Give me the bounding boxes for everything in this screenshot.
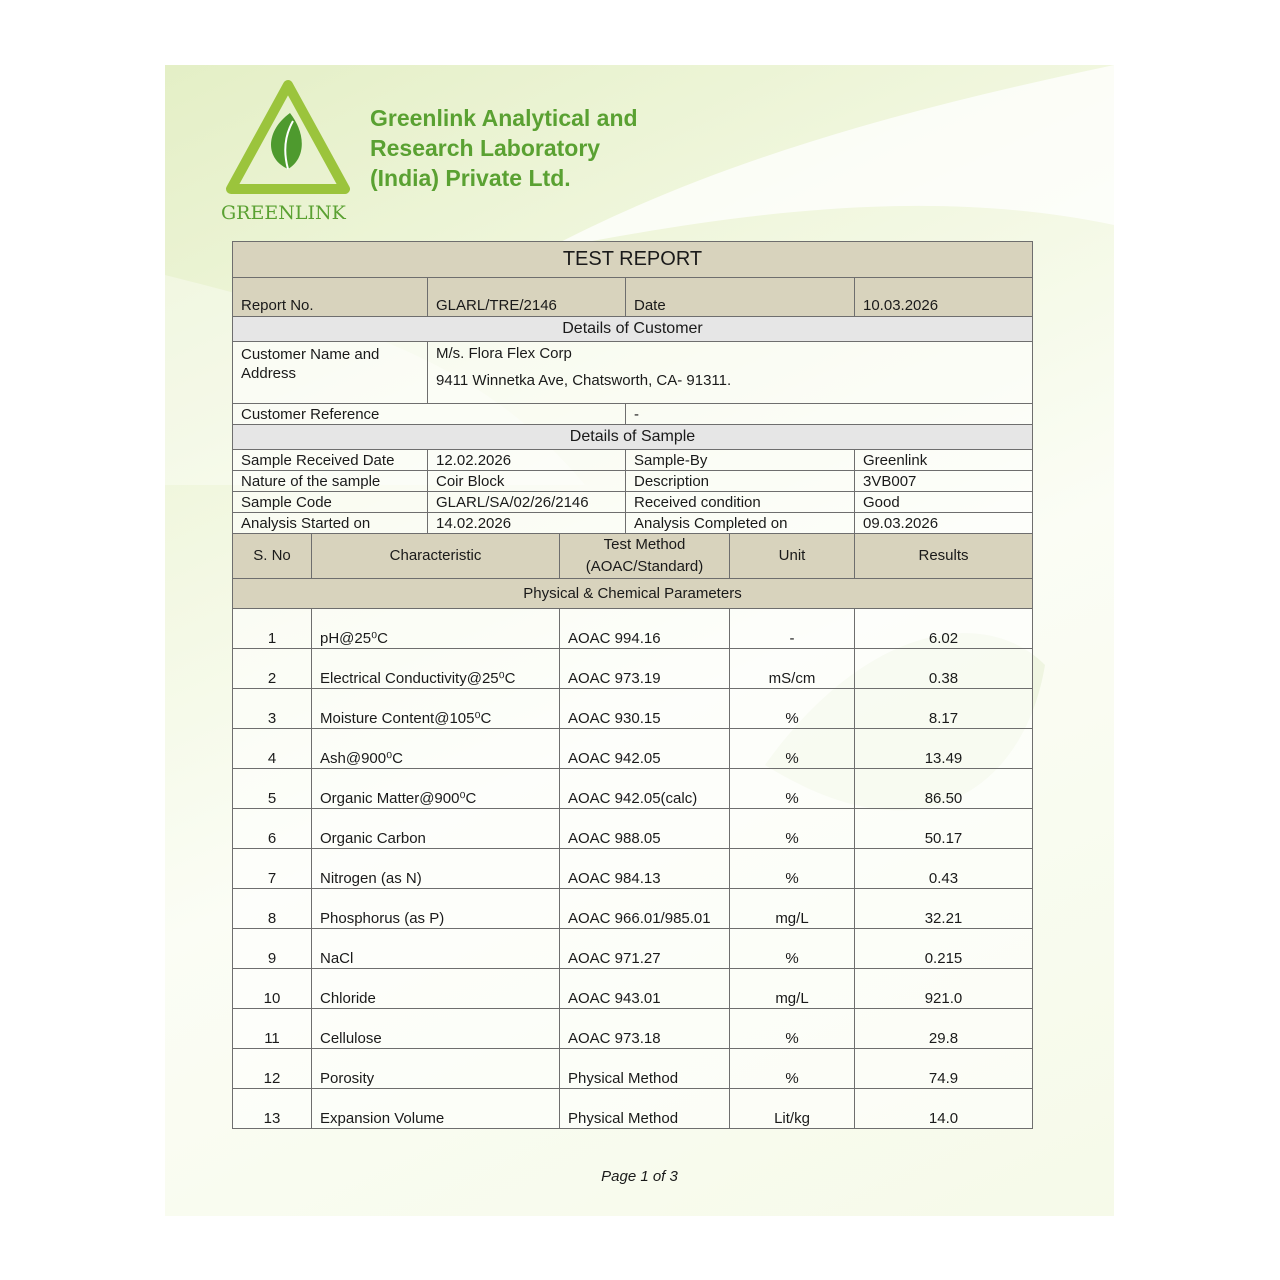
table-row — [233, 609, 1033, 649]
row-result: 32.21 — [855, 889, 1033, 929]
row-result: 6.02 — [855, 609, 1033, 649]
sample-label: Received condition — [626, 492, 855, 513]
sample-label: Sample Code — [233, 492, 428, 513]
company-line-3: (India) Private Ltd. — [370, 165, 571, 191]
row-unit: - — [730, 609, 855, 649]
row-characteristic: NaCl — [312, 929, 560, 969]
row-result: 8.17 — [855, 689, 1033, 729]
customer-section-title: Details of Customer — [233, 317, 1033, 342]
row-characteristic: Organic Carbon — [312, 809, 560, 849]
sample-row — [233, 492, 1033, 513]
row-unit: mg/L — [730, 889, 855, 929]
row-method: Physical Method — [560, 1049, 730, 1089]
results-header-row — [233, 534, 1033, 579]
row-method: AOAC 943.01 — [560, 969, 730, 1009]
row-method: AOAC 966.01/985.01 — [560, 889, 730, 929]
row-sno: 3 — [233, 689, 312, 729]
table-row — [233, 769, 1033, 809]
row-unit: mg/L — [730, 969, 855, 1009]
sample-row — [233, 471, 1033, 492]
col-results-header: Results — [855, 534, 1033, 579]
row-unit: mS/cm — [730, 649, 855, 689]
row-sno: 11 — [233, 1009, 312, 1049]
sample-label: Sample-By — [626, 450, 855, 471]
logo-wordmark: GREENLINK — [221, 202, 346, 224]
sample-value: Good — [855, 492, 1033, 513]
row-characteristic: pH@25⁰C — [312, 609, 560, 649]
row-characteristic: Porosity — [312, 1049, 560, 1089]
customer-name: M/s. Flora Flex Corp — [436, 345, 572, 362]
row-method: AOAC 971.27 — [560, 929, 730, 969]
customer-reference-value: - — [626, 404, 1033, 425]
row-sno: 10 — [233, 969, 312, 1009]
row-characteristic: Electrical Conductivity@25⁰C — [312, 649, 560, 689]
date-label: Date — [626, 278, 855, 317]
row-unit: % — [730, 1049, 855, 1089]
test-report-table — [232, 241, 1033, 1129]
row-method: AOAC 930.15 — [560, 689, 730, 729]
sample-label: Description — [626, 471, 855, 492]
row-result: 921.0 — [855, 969, 1033, 1009]
table-row — [233, 849, 1033, 889]
row-unit: % — [730, 729, 855, 769]
sample-value: 12.02.2026 — [428, 450, 626, 471]
table-row — [233, 929, 1033, 969]
sample-row — [233, 450, 1033, 471]
row-sno: 9 — [233, 929, 312, 969]
col-method-header — [560, 534, 730, 579]
sample-value: 14.02.2026 — [428, 513, 626, 534]
row-sno: 13 — [233, 1089, 312, 1129]
row-sno: 6 — [233, 809, 312, 849]
row-characteristic: Expansion Volume — [312, 1089, 560, 1129]
col-unit-header: Unit — [730, 534, 855, 579]
sample-row — [233, 513, 1033, 534]
customer-reference-label: Customer Reference — [233, 404, 626, 425]
date-value: 10.03.2026 — [855, 278, 1033, 317]
row-result: 14.0 — [855, 1089, 1033, 1129]
customer-name-address — [428, 342, 1033, 404]
report-title: TEST REPORT — [233, 242, 1033, 278]
row-result: 0.215 — [855, 929, 1033, 969]
row-result: 86.50 — [855, 769, 1033, 809]
row-result: 0.38 — [855, 649, 1033, 689]
greenlink-logo — [217, 79, 359, 239]
report-page — [165, 65, 1114, 1216]
table-row — [233, 1089, 1033, 1129]
row-unit: % — [730, 809, 855, 849]
table-row — [233, 689, 1033, 729]
row-characteristic: Chloride — [312, 969, 560, 1009]
table-row — [233, 889, 1033, 929]
row-unit: % — [730, 1009, 855, 1049]
table-row — [233, 1049, 1033, 1089]
page-number: Page 1 of 3 — [601, 1168, 678, 1185]
row-sno: 4 — [233, 729, 312, 769]
company-line-1: Greenlink Analytical and — [370, 105, 638, 131]
row-characteristic: Ash@900⁰C — [312, 729, 560, 769]
customer-address: 9411 Winnetka Ave, Chatsworth, CA- 91311. — [436, 372, 732, 389]
col-characteristic-header: Characteristic — [312, 534, 560, 579]
sample-value: GLARL/SA/02/26/2146 — [428, 492, 626, 513]
sample-label: Sample Received Date — [233, 450, 428, 471]
row-method: AOAC 994.16 — [560, 609, 730, 649]
row-unit: Lit/kg — [730, 1089, 855, 1129]
row-characteristic: Phosphorus (as P) — [312, 889, 560, 929]
row-unit: % — [730, 849, 855, 889]
row-method: AOAC 973.18 — [560, 1009, 730, 1049]
col-sno-header: S. No — [233, 534, 312, 579]
row-characteristic: Moisture Content@105⁰C — [312, 689, 560, 729]
row-method: AOAC 942.05(calc) — [560, 769, 730, 809]
row-method: AOAC 988.05 — [560, 809, 730, 849]
company-line-2: Research Laboratory — [370, 135, 601, 161]
table-row — [233, 1009, 1033, 1049]
row-characteristic: Organic Matter@900⁰C — [312, 769, 560, 809]
report-no-label: Report No. — [233, 278, 428, 317]
report-no-value: GLARL/TRE/2146 — [428, 278, 626, 317]
sample-label: Nature of the sample — [233, 471, 428, 492]
sample-value: Greenlink — [855, 450, 1033, 471]
row-method: Physical Method — [560, 1089, 730, 1129]
sample-value: Coir Block — [428, 471, 626, 492]
sample-label: Analysis Started on — [233, 513, 428, 534]
customer-name-label: Customer Name and Address — [233, 342, 428, 404]
col-method-line-1: Test Method — [603, 536, 686, 553]
sample-section-title: Details of Sample — [233, 425, 1033, 450]
row-sno: 8 — [233, 889, 312, 929]
row-sno: 5 — [233, 769, 312, 809]
table-row — [233, 969, 1033, 1009]
col-method-line-2: (AOAC/Standard) — [585, 558, 704, 575]
row-result: 13.49 — [855, 729, 1033, 769]
row-method: AOAC 942.05 — [560, 729, 730, 769]
row-sno: 1 — [233, 609, 312, 649]
row-sno: 7 — [233, 849, 312, 889]
row-result: 50.17 — [855, 809, 1033, 849]
sample-label: Analysis Completed on — [626, 513, 855, 534]
row-unit: % — [730, 769, 855, 809]
row-characteristic: Cellulose — [312, 1009, 560, 1049]
sample-value: 3VB007 — [855, 471, 1033, 492]
table-row — [233, 809, 1033, 849]
row-sno: 2 — [233, 649, 312, 689]
row-sno: 12 — [233, 1049, 312, 1089]
sample-value: 09.03.2026 — [855, 513, 1033, 534]
row-result: 74.9 — [855, 1049, 1033, 1089]
row-unit: % — [730, 689, 855, 729]
company-name — [370, 103, 638, 193]
row-result: 0.43 — [855, 849, 1033, 889]
row-unit: % — [730, 929, 855, 969]
row-result: 29.8 — [855, 1009, 1033, 1049]
row-method: AOAC 984.13 — [560, 849, 730, 889]
row-characteristic: Nitrogen (as N) — [312, 849, 560, 889]
table-row — [233, 729, 1033, 769]
row-method: AOAC 973.19 — [560, 649, 730, 689]
table-row — [233, 649, 1033, 689]
physical-chemical-title: Physical & Chemical Parameters — [233, 579, 1033, 609]
